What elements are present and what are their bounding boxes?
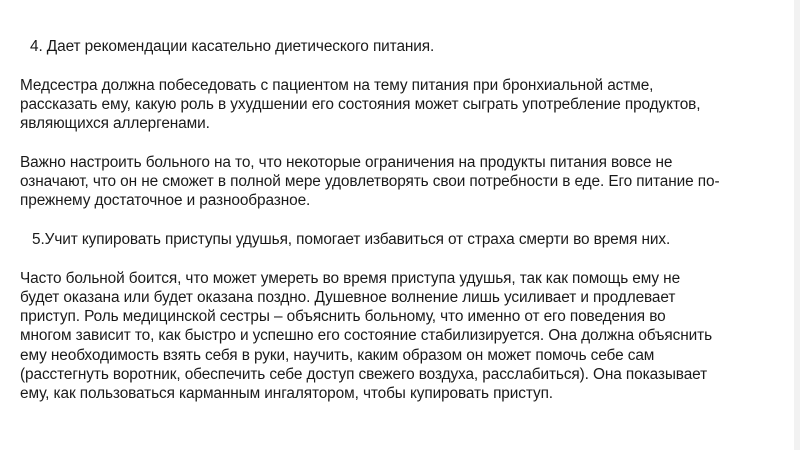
paragraph-gap (20, 211, 720, 230)
paragraph-diet-talk: Медсестра должна побеседовать с пациентом на тему питания при бронхиальной астме, рассказать ему, какую роль в ухудшении его состояния может сыграть употребление продуктов, являющихся аллергенами. (20, 76, 701, 133)
section-heading-5: 5.Учит купировать приступы удушья, помогает избавиться от страха смерти во время них. (32, 230, 671, 248)
paragraph-gap (20, 56, 720, 75)
paragraph-gap (20, 249, 720, 268)
paragraph-gap (20, 133, 720, 152)
paragraph-diet-restrictions: Важно настроить больного на то, что некоторые ограничения на продукты питания вовсе не означают, что он не сможет в полной мере удовлетворять свои потребности в еде. Его питание по-прежнему достаточное и разнообразное. (20, 153, 720, 210)
section-heading-4: 4. Дает рекомендации касательно диетического питания. (30, 38, 435, 55)
paragraph-fear-of-attack: Часто больной боится, что может умереть во время приступа удушья, так как помощь ему не будет оказана или будет оказана поздно. Душевное волнение лишь усиливает и продлевает приступ. Роль медицинской сестры – объяснить больному, что именно от его поведения во многом зависит то, как быстро и успешно его состояние стабилизируется. Она должна объяснить ему необходимость взять себя в руки, научить, каким образом он может помочь себе сам (расстегнуть воротник, обеспечить себе доступ свежего воздуха, расслабиться). Она показывает ему, как пользоваться карманным ингалятором, чтобы купировать приступ. (20, 269, 713, 403)
document-body (20, 37, 720, 404)
scrollbar-track[interactable] (794, 0, 800, 450)
